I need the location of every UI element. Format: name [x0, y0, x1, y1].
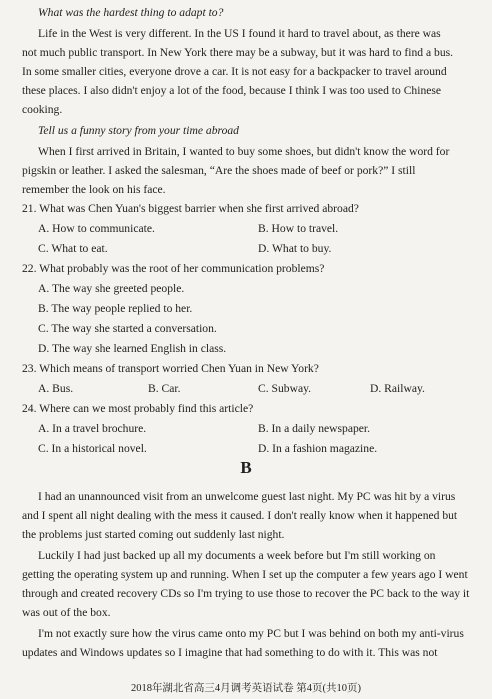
- passage-b-line: updates and Windows updates so I imagine that had something to do with it. This was not: [22, 646, 438, 659]
- question-23-stem: 23. Which means of transport worried Chen Yuan in New York?: [22, 362, 319, 375]
- question-23-option-b[interactable]: B. Car.: [148, 382, 181, 395]
- question-23-option-c[interactable]: C. Subway.: [258, 382, 312, 395]
- passage-b-line: and I spent all night dealing with the mess it caused. I don't really know when it happened but: [22, 509, 458, 522]
- passage-b-line: was out of the box.: [22, 606, 111, 619]
- question-21-stem: 21. What was Chen Yuan's biggest barrier when she first arrived abroad?: [22, 202, 359, 215]
- question-21-option-d[interactable]: D. What to buy.: [258, 242, 332, 255]
- question-23-option-d[interactable]: D. Railway.: [370, 382, 425, 395]
- question-22-option-b[interactable]: B. The way people replied to her.: [38, 302, 193, 315]
- question-24-stem: 24. Where can we most probably find this article?: [22, 402, 254, 415]
- question-21-option-b[interactable]: B. How to travel.: [258, 222, 339, 235]
- passage-b-line: through and created recovery CDs so I'm trying to use those to recover the PC back to the way it: [22, 587, 470, 600]
- passage-b-line: the problems just started coming out suddenly last night.: [22, 528, 285, 541]
- passage-a-line: pigskin or leather. I asked the salesman, “Are the shoes made of beef or pork?” I still: [22, 164, 416, 177]
- heading-hardest-thing: What was the hardest thing to adapt to?: [38, 6, 224, 19]
- section-b-title: B: [240, 458, 252, 477]
- question-22-stem: 22. What probably was the root of her communication problems?: [22, 262, 325, 275]
- passage-a-line: cooking.: [22, 103, 63, 116]
- passage-b-line: I'm not exactly sure how the virus came onto my PC but I was behind on both my anti-virus: [38, 627, 464, 640]
- page-footer: 2018年湖北省高三4月调考英语试卷 第4页(共10页): [130, 683, 362, 694]
- question-24-option-b[interactable]: B. In a daily newspaper.: [258, 422, 371, 435]
- passage-b-line: Luckily I had just backed up all my documents a week before but I'm still working on: [38, 549, 436, 562]
- question-24-option-d[interactable]: D. In a fashion magazine.: [258, 442, 378, 455]
- question-21-option-a[interactable]: A. How to communicate.: [38, 222, 155, 235]
- question-21-option-c[interactable]: C. What to eat.: [38, 242, 108, 255]
- passage-a-line: these places. I also didn't enjoy a lot of the food, because I think I was too used to Chinese: [22, 84, 442, 97]
- question-22-option-a[interactable]: A. The way she greeted people.: [38, 282, 185, 295]
- passage-a-line: Life in the West is very different. In the US I found it hard to travel about, as there was: [38, 27, 441, 40]
- question-22-option-d[interactable]: D. The way she learned English in class.: [38, 342, 227, 355]
- question-22-option-c[interactable]: C. The way she started a conversation.: [38, 322, 217, 335]
- question-24-option-c[interactable]: C. In a historical novel.: [38, 442, 147, 455]
- passage-b-line: I had an unannounced visit from an unwelcome guest last night. My PC was hit by a virus: [38, 490, 456, 503]
- passage-a-line: When I first arrived in Britain, I wanted to buy some shoes, but didn't know the word for: [38, 145, 450, 158]
- question-23-option-a[interactable]: A. Bus.: [38, 382, 74, 395]
- passage-b-line: getting the operating system up and running. When I set up the computer a few years ago I went: [22, 568, 468, 581]
- passage-a-line: not much public transport. In New York there may be a subway, but it was hard to find a bus.: [22, 46, 454, 59]
- heading-funny-story: Tell us a funny story from your time abroad: [38, 124, 239, 137]
- question-24-option-a[interactable]: A. In a travel brochure.: [38, 422, 147, 435]
- passage-a-line: remember the look on his face.: [22, 183, 166, 196]
- passage-a-line: In some smaller cities, everyone drove a car. It is not easy for a backpacker to travel around: [22, 65, 447, 78]
